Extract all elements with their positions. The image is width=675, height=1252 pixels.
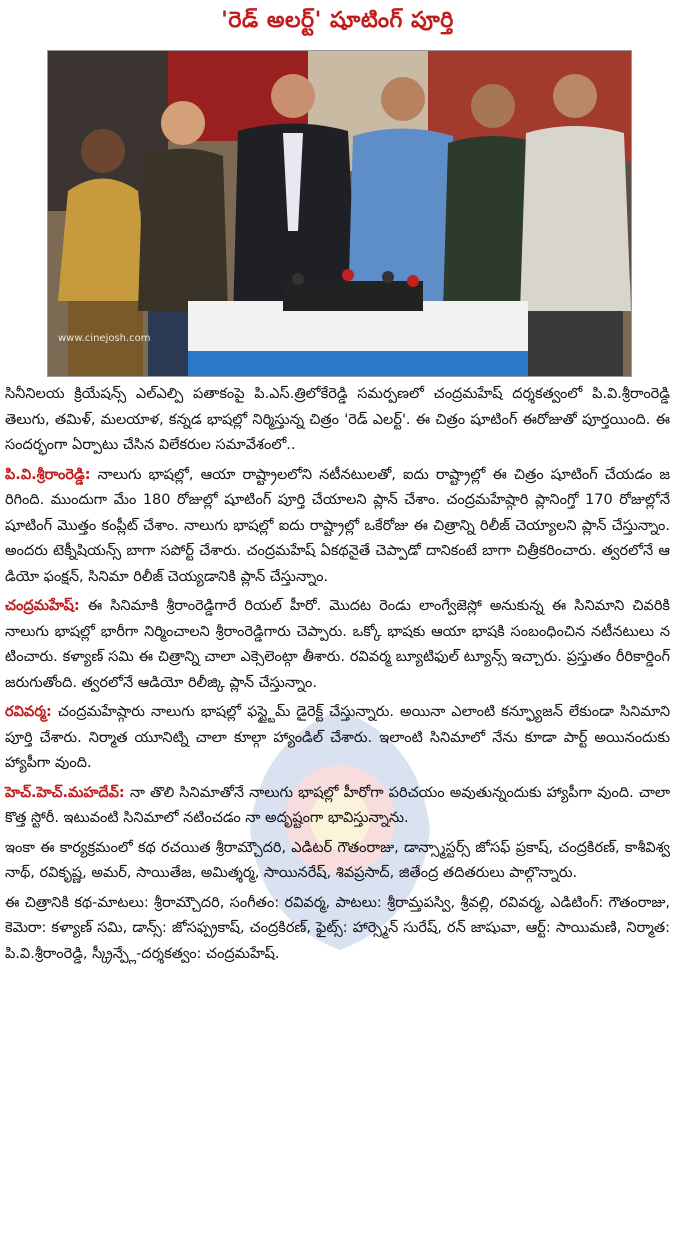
- speaker-name: పి.వి.శ్రీరాంరెడ్డి:: [5, 466, 91, 483]
- article-body: [5, 382, 670, 971]
- press-meet-photo: [47, 50, 632, 377]
- paragraph-text: ఈ సినిమాకి శ్రీరాంరెడ్డిగారే రియల్ హీరో. మొదట రెండు లాంగ్వేజెస్లో అనుకున్న ఈ సినిమాని చివరికి నాలుగు భాషల్లో భారీగా నిర్మించాలని శ్రీరాంరెడ్డిగారు చెప్పారు. ఒక్కో భాషకు ఆయా భాషకి సంబంధించిన నటీనటులు నటించారు. కళ్యాణ్ సమి ఈ చిత్రాన్ని చాలా ఎక్సెలెంట్గా తీశారు. రవివర్మ బ్యూటిఫుల్ ట్యూన్స్ ఇచ్చారు. ప్రస్తుతం రీరికార్డింగ్ జరుగుతోంది. త్వరలోనే ఆడియో రిలీజ్కి ప్లాన్ చేస్తున్నాం.: [5, 598, 671, 691]
- article-paragraph: [5, 594, 670, 696]
- speaker-name: హెచ్.హెచ్.మహదేవ్:: [5, 784, 125, 801]
- article-paragraph: [5, 836, 670, 887]
- paragraph-text: నా తొలి సినిమాతోనే నాలుగు భాషల్లో హీరోగా పరిచయం అవుతున్నందుకు హ్యాపీగా వుంది. చాలా కొత్త స్టోరీ. ఇటువంటి సినిమాలో నటించడం నా అదృష్టంగా భావిస్తున్నాను.: [5, 784, 670, 826]
- article-headline: 'రెడ్ అలర్ట్' షూటింగ్ పూర్తి: [221, 8, 454, 33]
- article-paragraph: [5, 891, 670, 968]
- paragraph-text: చంద్రమహేష్గారు నాలుగు భాషల్లో ఫస్ట్టైమ్ డైరెక్ట్ చేస్తున్నారు. అయినా ఎలాంటి కన్ఫ్యూజన్ లేకుండా సినిమాని పూర్తి చేశారు. నిర్మాత యూనిట్ని చాలా కూల్గా హ్యాండిల్ చేశారు. ఇలాంటి సినిమాలో నేను కూడా పార్ట్ అయినందుకు హ్యాపీగా వుంది.: [5, 704, 670, 771]
- article-paragraph: [5, 700, 670, 777]
- paragraph-text: ఈ చిత్రానికి కథ-మాటలు: శ్రీరామ్చౌదరి, సంగీతం: రవివర్మ, పాటలు: శ్రీరామ్తపస్వి, శ్రీవల్లి, రవివర్మ, ఎడిటింగ్: గౌతంరాజు, కెమెరా: కళ్యాణ్ సమి, డాన్స్: జోసఫ్ప్రకాష్, చంద్రకిరణ్, ఫైట్స్: హార్స్మెన్ సురేష్, రన్ జాషువా, ఆర్ట్: సాయిమణి, నిర్మాత: పి.వి.శ్రీరాంరెడ్డి, స్క్రీన్ప్లే-దర్శకత్వం: చంద్రమహేష్.: [5, 894, 670, 962]
- paragraph-text: నాలుగు భాషల్లో, ఆయా రాష్ట్రాలలోని నటీనటులతో, ఐదు రాష్ట్రాల్లో ఈ చిత్రం షూటింగ్ చేయడం జరిగింది. ముందుగా మేం 180 రోజుల్లో షూటింగ్ పూర్తి చేయాలని ప్లాన్ చేశాం. చంద్రమహేష్గారి ప్లానింగ్తో 170 రోజుల్లోనే షూటింగ్ మొత్తం కంప్లీట్ చేశాం. నాలుగు భాషల్లో ఐదు రాష్ట్రాల్లో ఒకేరోజు ఈ చిత్రాన్ని రిలీజ్ చెయ్యాలని ప్లాన్ చేస్తున్నాం. అందరు టెక్నీషియన్స్ బాగా సపోర్ట్ చేశారు. చంద్రమహేష్ ఏకథనైతే చెప్పాడో దానికంటే బాగా చిత్రీకరించారు. త్వరలోనే ఆడియో ఫంక్షన్, సినిమా రిలీజ్ చెయ్యడానికి ప్లాన్ చేస్తున్నాం.: [5, 466, 670, 585]
- article-paragraph: [5, 781, 670, 832]
- article-paragraph: [5, 382, 670, 459]
- photo-watermark: www.cinejosh.com: [58, 333, 151, 344]
- speaker-name: రవివర్మ:: [5, 704, 52, 720]
- paragraph-text: ఇంకా ఈ కార్యక్రమంలో కథ రచయిత శ్రీరామ్చౌదరి, ఎడిటర్ గౌతంరాజు, డాన్స్మాస్టర్స్ జోసఫ్ ప్రకాష్, చంద్రకిరణ్, కాశీవిశ్వనాథ్, రవికృష్ణ, అమర్, సాయితేజ, అమిత్శర్మ, సాయినరేష్, శివప్రసాద్, జితేంద్ర తదితరులు పాల్గొన్నారు.: [5, 839, 670, 881]
- paragraph-text: సినీనిలయ క్రియేషన్స్ ఎల్ఎల్పి పతాకంపై పి.ఎస్.త్రిలోకేరెడ్డి సమర్పణలో చంద్రమహేష్ దర్శకత్వంలో పి.వి.శ్రీరాంరెడ్డి తెలుగు, తమిళ్, మలయాళ, కన్నడ భాషల్లో నిర్మిస్తున్న చిత్రం 'రెడ్ ఎలర్ట్'. ఈ చిత్రం షూటింగ్ ఈరోజుతో పూర్తయింది. ఈ సందర్భంగా ఏర్పాటు చేసిన విలేకరుల సమావేశంలో..: [5, 386, 670, 453]
- article-paragraph: [5, 463, 670, 591]
- speaker-name: చంద్రమహేష్:: [5, 598, 80, 614]
